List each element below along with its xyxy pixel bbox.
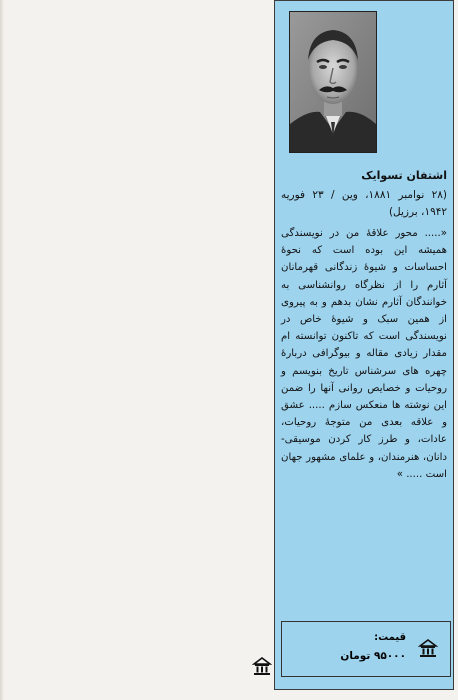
price-value: ۹۵۰۰۰ تومان (340, 650, 406, 662)
page-spine-shadow (0, 0, 4, 700)
author-life-dates: (۲۸ نوامبر ۱۸۸۱، وین / ۲۳ فوریه ۱۹۴۲، برزیل) (281, 189, 447, 218)
author-text-block (275, 165, 455, 483)
author-info-box (274, 0, 454, 690)
author-name: اشتفان تسوایک (361, 169, 447, 182)
publisher-logo-icon (418, 638, 438, 658)
price-box (281, 621, 451, 677)
publisher-logo-bottom-icon (252, 656, 272, 676)
author-quote: «..... محور علاقهٔ من در نویسندگی همیشه این بوده است که نحوهٔ احساسات و شیوهٔ زندگانی قهرمانان آثارم را از نظرگاه روانشناسی به خوانندگان آثارم نشان بدهم و به پیروی از همین سبک و شیوهٔ خاص در نویسندگی است که تاکنون توانسته ام مقدار زیادی مقاله و بیوگرافی دربارهٔ چهره های سرشناس تاریخ بنویسم و روحیات و خصایص روانی آنها را ضمن این نوشته ها منعکس سازم ..... عشق و علاقه بعدی من متوجهٔ روحیات، عادات، و طرز کار کردن موسیقی- دانان، هنرمندان، و علمای مشهور جهان است ..... » (281, 228, 447, 480)
back-cover-panel (274, 0, 458, 700)
price-label: قیمت: (374, 632, 406, 643)
author-portrait-image (290, 12, 376, 152)
author-portrait (289, 11, 377, 153)
